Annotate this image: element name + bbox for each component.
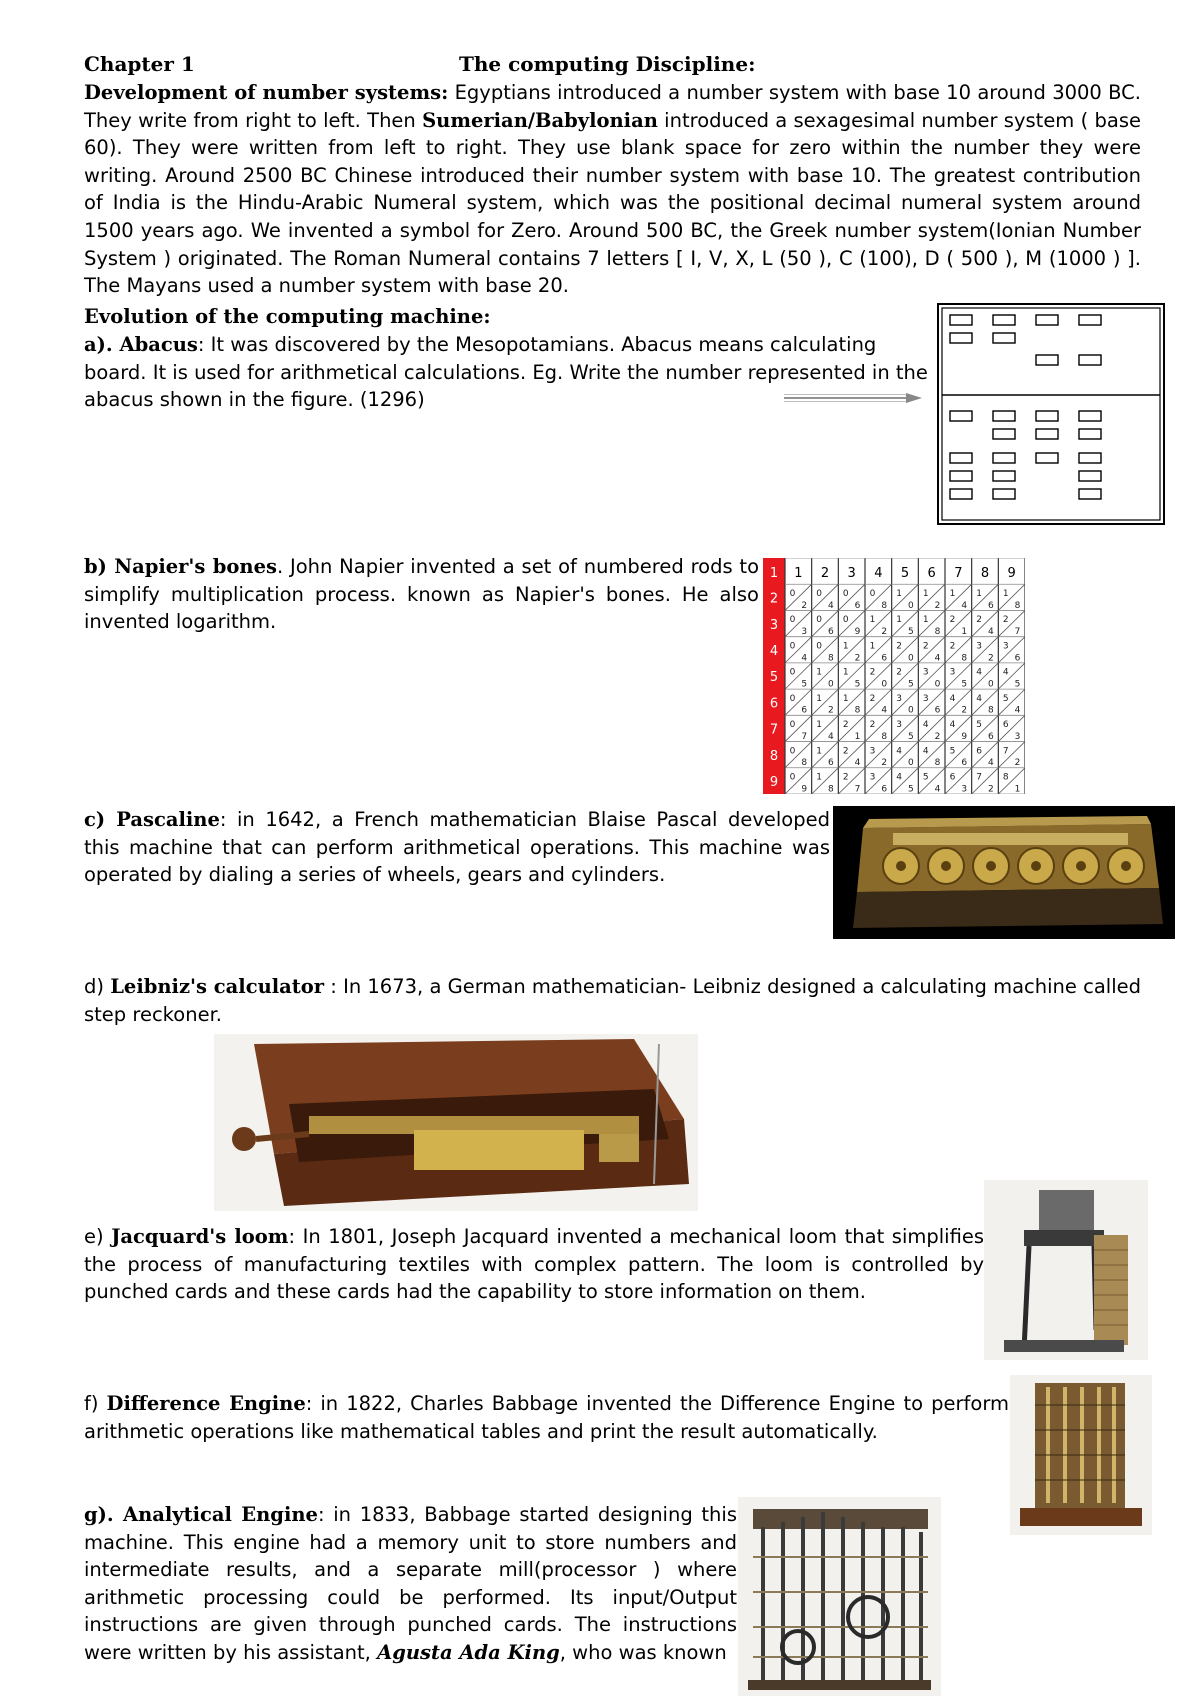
napier-ones-digit: 6 xyxy=(827,627,834,638)
napier-tens-digit: 1 xyxy=(896,615,903,626)
napier-ones-digit: 8 xyxy=(1014,600,1021,611)
leibniz-text: : In 1673, a German mathematician- Leibniz designed a calculating machine called step reckoner. xyxy=(84,975,1141,1026)
napier-ones-digit: 5 xyxy=(1014,679,1021,690)
abacus-label: a). Abacus xyxy=(84,333,198,356)
napier-ones-digit: 7 xyxy=(854,784,861,794)
napier-header-cell: 9 xyxy=(1007,565,1016,581)
abacus-bead xyxy=(993,411,1015,421)
napier-tens-digit: 1 xyxy=(896,589,903,600)
napier-tens-digit: 6 xyxy=(976,746,983,757)
napier-tens-digit: 3 xyxy=(896,720,903,731)
napier-ones-digit: 6 xyxy=(934,705,941,716)
napier-tens-digit: 1 xyxy=(816,693,823,704)
napier-tens-digit: 6 xyxy=(949,772,956,783)
napier-tens-digit: 0 xyxy=(789,746,796,757)
napier-ones-digit: 4 xyxy=(854,758,861,769)
napier-ones-digit: 5 xyxy=(961,679,968,690)
difference-engine-photo xyxy=(1010,1375,1152,1535)
napier-ones-digit: 6 xyxy=(881,653,888,664)
napier-paragraph xyxy=(84,553,759,636)
napier-ones-digit: 3 xyxy=(801,627,808,638)
napier-row-label: 5 xyxy=(769,670,779,686)
napier-tens-digit: 1 xyxy=(816,667,823,678)
pascaline-text: : in 1642, a French mathematician Blaise Pascal developed this machine that can perform arithmetical operations. This machine was operated by dialing a series of wheels, gears and cylinders. xyxy=(84,808,830,887)
ada-king-name: Agusta Ada King xyxy=(377,1640,560,1664)
napier-header-cell: 3 xyxy=(847,565,856,581)
napier-ones-digit: 5 xyxy=(854,679,861,690)
napier-tens-digit: 1 xyxy=(842,667,849,678)
napier-ones-digit: 1 xyxy=(961,627,968,638)
napier-tens-digit: 1 xyxy=(816,720,823,731)
napier-tens-digit: 5 xyxy=(1002,693,1009,704)
napier-ones-digit: 6 xyxy=(854,600,861,611)
napier-tens-digit: 0 xyxy=(842,589,849,600)
napier-row-label: 4 xyxy=(769,644,779,660)
napier-ones-digit: 8 xyxy=(827,653,834,664)
chapter-title: The computing Discipline: xyxy=(459,52,756,76)
napier-ones-digit: 8 xyxy=(801,758,808,769)
napier-tens-digit: 1 xyxy=(816,772,823,783)
napier-tens-digit: 2 xyxy=(896,641,903,652)
napier-ones-digit: 4 xyxy=(934,653,941,664)
napier-ones-digit: 2 xyxy=(801,600,808,611)
napier-tens-digit: 2 xyxy=(869,720,876,731)
jacquard-text: : In 1801, Joseph Jacquard invented a mechanical loom that simplifies the process of manufacturing textiles with complex pattern. The loom is controlled by punched cards and these cards had the capability to store information on them. xyxy=(84,1225,985,1304)
napier-tens-digit: 7 xyxy=(1002,746,1009,757)
napier-tens-digit: 1 xyxy=(922,589,929,600)
napier-tens-digit: 2 xyxy=(949,615,956,626)
napier-tens-digit: 1 xyxy=(949,589,956,600)
napier-ones-digit: 4 xyxy=(801,653,808,664)
napier-tens-digit: 2 xyxy=(842,772,849,783)
abacus-bead xyxy=(993,471,1015,481)
napier-tens-digit: 0 xyxy=(789,772,796,783)
leibniz-paragraph xyxy=(84,973,1141,1028)
napier-ones-digit: 9 xyxy=(961,731,968,742)
napier-tens-digit: 0 xyxy=(789,589,796,600)
napier-ones-digit: 6 xyxy=(961,758,968,769)
napier-tens-digit: 2 xyxy=(896,667,903,678)
napier-tens-digit: 4 xyxy=(1002,667,1009,678)
napier-ones-digit: 6 xyxy=(801,705,808,716)
napier-tens-digit: 3 xyxy=(869,746,876,757)
napier-tens-digit: 0 xyxy=(816,615,823,626)
napier-ones-digit: 4 xyxy=(987,627,994,638)
number-systems-text-2: introduced a sexagesimal number system ( base 60). They were written from left to right. They use blank space for zero within the number they were writing. Around 2500 BC Chinese introduced their number system with base 10. The greatest contribution of India is the Hindu-Arabic Numeral system, which was the positional decimal numeral system around 1500 years ago. We invented a symbol for Zero. Around 500 BC, the Greek number system(Ionian Number System ) originated. The Roman Numeral contains 7 letters [ I, V, X, L (50 ), C (100), D ( 500 ), M (1000 ) ]. The Mayans used a number system with base 20. xyxy=(84,108,1141,298)
jacquard-loom-photo xyxy=(984,1180,1148,1360)
napier-row-label: 6 xyxy=(769,696,779,712)
napier-tens-digit: 4 xyxy=(922,746,929,757)
number-systems-text-1: Egyptians introduced a number system with base 10 around 3000 BC. They write from right to left. Then xyxy=(84,81,1141,132)
napier-tens-digit: 0 xyxy=(816,641,823,652)
napier-ones-digit: 0 xyxy=(907,600,914,611)
napier-tens-digit: 0 xyxy=(869,589,876,600)
napier-ones-digit: 2 xyxy=(961,705,968,716)
difference-paragraph xyxy=(84,1390,1009,1445)
napier-ones-digit: 4 xyxy=(827,731,834,742)
napier-index-cell: 1 xyxy=(769,565,779,581)
napier-row-label: 2 xyxy=(769,591,779,607)
napier-ones-digit: 4 xyxy=(881,705,888,716)
napier-header-cell: 1 xyxy=(794,565,803,581)
napier-tens-digit: 0 xyxy=(842,615,849,626)
napier-ones-digit: 8 xyxy=(987,705,994,716)
napier-tens-digit: 2 xyxy=(842,720,849,731)
napier-ones-digit: 8 xyxy=(961,653,968,664)
napier-tens-digit: 6 xyxy=(1002,720,1009,731)
napier-tens-digit: 4 xyxy=(896,746,903,757)
abacus-bead xyxy=(950,315,972,325)
napier-tens-digit: 4 xyxy=(949,720,956,731)
leibniz-label: Leibniz's calculator xyxy=(110,975,325,998)
napier-tens-digit: 2 xyxy=(842,746,849,757)
napier-header-cell: 7 xyxy=(954,565,963,581)
pascaline-label: c) Pascaline xyxy=(84,808,220,831)
abacus-bead xyxy=(950,453,972,463)
napier-ones-digit: 4 xyxy=(827,600,834,611)
napier-ones-digit: 4 xyxy=(934,784,941,794)
abacus-bead xyxy=(993,315,1015,325)
napier-ones-digit: 0 xyxy=(881,679,888,690)
napier-ones-digit: 2 xyxy=(827,705,834,716)
sumerian-term: Sumerian/Babylonian xyxy=(422,108,658,132)
leibniz-calculator-photo xyxy=(214,1034,698,1211)
arrow-icon xyxy=(784,392,924,404)
napier-tens-digit: 1 xyxy=(869,615,876,626)
abacus-figure xyxy=(937,303,1165,525)
leibniz-prefix: d) xyxy=(84,975,111,998)
abacus-bead xyxy=(1036,453,1058,463)
napier-header-cell: 6 xyxy=(927,565,936,581)
napier-ones-digit: 7 xyxy=(1014,627,1021,638)
napier-ones-digit: 8 xyxy=(934,758,941,769)
difference-text: : in 1822, Charles Babbage invented the Difference Engine to perform arithmetic operations like mathematical tables and print the result automatically. xyxy=(84,1392,1010,1443)
abacus-bead xyxy=(1036,355,1058,365)
abacus-bead xyxy=(993,453,1015,463)
napier-ones-digit: 2 xyxy=(881,758,888,769)
napier-ones-digit: 8 xyxy=(881,600,888,611)
difference-prefix: f) xyxy=(84,1392,107,1415)
napier-text: . John Napier invented a set of numbered rods to simplify multiplication process. known as Napier's bones. He also invented logarithm. xyxy=(84,555,759,634)
napier-tens-digit: 0 xyxy=(789,641,796,652)
napier-tens-digit: 4 xyxy=(922,720,929,731)
napier-tens-digit: 2 xyxy=(976,615,983,626)
napier-ones-digit: 0 xyxy=(827,679,834,690)
abacus-text: : It was discovered by the Mesopotamians. Abacus means calculating board. It is used for arithmetical calculations. Eg. Write the number represented in the abacus shown in the figure. (1296) xyxy=(84,333,928,412)
abacus-bead xyxy=(1079,453,1101,463)
napier-tens-digit: 7 xyxy=(976,772,983,783)
napier-ones-digit: 0 xyxy=(907,653,914,664)
napier-ones-digit: 2 xyxy=(987,784,994,794)
abacus-bead xyxy=(1079,489,1101,499)
napier-ones-digit: 0 xyxy=(934,679,941,690)
jacquard-label: Jacquard's loom xyxy=(111,1225,289,1248)
napier-tens-digit: 3 xyxy=(976,641,983,652)
napier-tens-digit: 0 xyxy=(789,615,796,626)
abacus-bead xyxy=(993,429,1015,439)
napier-tens-digit: 3 xyxy=(896,693,903,704)
analytical-engine-photo xyxy=(738,1497,941,1696)
abacus-bead xyxy=(1079,429,1101,439)
pascaline-photo xyxy=(833,806,1175,939)
napier-ones-digit: 8 xyxy=(854,705,861,716)
napier-ones-digit: 0 xyxy=(907,705,914,716)
napier-tens-digit: 0 xyxy=(816,589,823,600)
napier-bones-figure xyxy=(763,558,1025,794)
napier-ones-digit: 1 xyxy=(854,731,861,742)
napier-ones-digit: 2 xyxy=(854,653,861,664)
napier-tens-digit: 3 xyxy=(922,667,929,678)
napier-ones-digit: 2 xyxy=(1014,758,1021,769)
number-systems-paragraph xyxy=(84,79,1141,300)
abacus-bead xyxy=(1079,411,1101,421)
difference-label: Difference Engine xyxy=(106,1392,306,1415)
napier-tens-digit: 3 xyxy=(949,667,956,678)
napier-ones-digit: 6 xyxy=(1014,653,1021,664)
napier-tens-digit: 1 xyxy=(869,641,876,652)
abacus-bead xyxy=(950,489,972,499)
number-systems-heading: Development of number systems: xyxy=(84,81,449,104)
evolution-heading: Evolution of the computing machine: xyxy=(84,305,491,328)
napier-tens-digit: 1 xyxy=(842,693,849,704)
napier-tens-digit: 3 xyxy=(922,693,929,704)
napier-ones-digit: 6 xyxy=(881,784,888,794)
napier-ones-digit: 4 xyxy=(961,600,968,611)
napier-row-label: 8 xyxy=(769,748,779,764)
abacus-bead xyxy=(1079,355,1101,365)
napier-tens-digit: 0 xyxy=(789,720,796,731)
napier-tens-digit: 3 xyxy=(1002,641,1009,652)
napier-tens-digit: 3 xyxy=(869,772,876,783)
napier-tens-digit: 1 xyxy=(1002,589,1009,600)
napier-tens-digit: 2 xyxy=(922,641,929,652)
napier-ones-digit: 1 xyxy=(1014,784,1021,794)
abacus-bead xyxy=(993,333,1015,343)
analytical-label: g). Analytical Engine xyxy=(84,1503,318,1526)
napier-ones-digit: 8 xyxy=(934,627,941,638)
napier-tens-digit: 4 xyxy=(976,693,983,704)
napier-ones-digit: 9 xyxy=(854,627,861,638)
napier-header-cell: 2 xyxy=(820,565,830,581)
napier-ones-digit: 2 xyxy=(934,600,941,611)
abacus-bead xyxy=(950,333,972,343)
jacquard-prefix: e) xyxy=(84,1225,112,1248)
napier-ones-digit: 8 xyxy=(827,784,834,794)
napier-ones-digit: 6 xyxy=(827,758,834,769)
napier-tens-digit: 2 xyxy=(1002,615,1009,626)
napier-ones-digit: 3 xyxy=(1014,731,1021,742)
jacquard-paragraph xyxy=(84,1223,984,1306)
napier-ones-digit: 2 xyxy=(934,731,941,742)
napier-tens-digit: 1 xyxy=(842,641,849,652)
napier-tens-digit: 2 xyxy=(869,667,876,678)
napier-tens-digit: 5 xyxy=(949,746,956,757)
napier-tens-digit: 2 xyxy=(949,641,956,652)
napier-ones-digit: 9 xyxy=(801,784,808,794)
napier-row-label: 7 xyxy=(769,722,779,738)
napier-row-label: 9 xyxy=(769,775,779,791)
napier-ones-digit: 3 xyxy=(961,784,968,794)
napier-label: b) Napier's bones xyxy=(84,555,277,578)
napier-tens-digit: 5 xyxy=(976,720,983,731)
napier-tens-digit: 4 xyxy=(976,667,983,678)
napier-ones-digit: 5 xyxy=(801,679,808,690)
abacus-bead xyxy=(1036,411,1058,421)
abacus-bead xyxy=(1036,315,1058,325)
napier-tens-digit: 1 xyxy=(922,615,929,626)
napier-tens-digit: 0 xyxy=(789,667,796,678)
analytical-tail: , who was known xyxy=(559,1640,727,1664)
napier-header-cell: 5 xyxy=(900,565,910,581)
pascaline-paragraph xyxy=(84,806,830,889)
napier-ones-digit: 2 xyxy=(881,627,888,638)
napier-ones-digit: 6 xyxy=(987,600,994,611)
napier-ones-digit: 4 xyxy=(1014,705,1021,716)
abacus-bead xyxy=(1036,429,1058,439)
abacus-bead xyxy=(993,489,1015,499)
napier-tens-digit: 1 xyxy=(976,589,983,600)
napier-ones-digit: 4 xyxy=(987,758,994,769)
napier-ones-digit: 5 xyxy=(907,731,914,742)
napier-ones-digit: 2 xyxy=(987,653,994,664)
napier-tens-digit: 1 xyxy=(816,746,823,757)
analytical-text: : in 1833, Babbage started designing this machine. This engine had a memory unit to store numbers and intermediate results, and a separate mill(processor ) where arithmetic processing could be performed. Its input/Output instructions are given through punched cards. The instructions were written by his assistant, xyxy=(84,1503,737,1664)
abacus-bead xyxy=(950,471,972,481)
napier-header-cell: 4 xyxy=(874,565,883,581)
napier-ones-digit: 8 xyxy=(881,731,888,742)
napier-tens-digit: 4 xyxy=(896,772,903,783)
napier-tens-digit: 0 xyxy=(789,693,796,704)
napier-ones-digit: 0 xyxy=(987,679,994,690)
napier-ones-digit: 7 xyxy=(801,731,808,742)
napier-tens-digit: 2 xyxy=(869,693,876,704)
napier-ones-digit: 5 xyxy=(907,627,914,638)
napier-tens-digit: 4 xyxy=(949,693,956,704)
analytical-paragraph xyxy=(84,1501,737,1667)
chapter-number: Chapter 1 xyxy=(84,52,195,76)
napier-row-label: 3 xyxy=(769,617,779,633)
napier-tens-digit: 8 xyxy=(1002,772,1009,783)
napier-tens-digit: 5 xyxy=(922,772,929,783)
napier-ones-digit: 5 xyxy=(907,679,914,690)
abacus-bead xyxy=(1079,471,1101,481)
napier-header-cell: 8 xyxy=(980,565,990,581)
napier-ones-digit: 6 xyxy=(987,731,994,742)
napier-ones-digit: 5 xyxy=(907,784,914,794)
abacus-bead xyxy=(1079,315,1101,325)
abacus-bead xyxy=(950,411,972,421)
napier-ones-digit: 0 xyxy=(907,758,914,769)
